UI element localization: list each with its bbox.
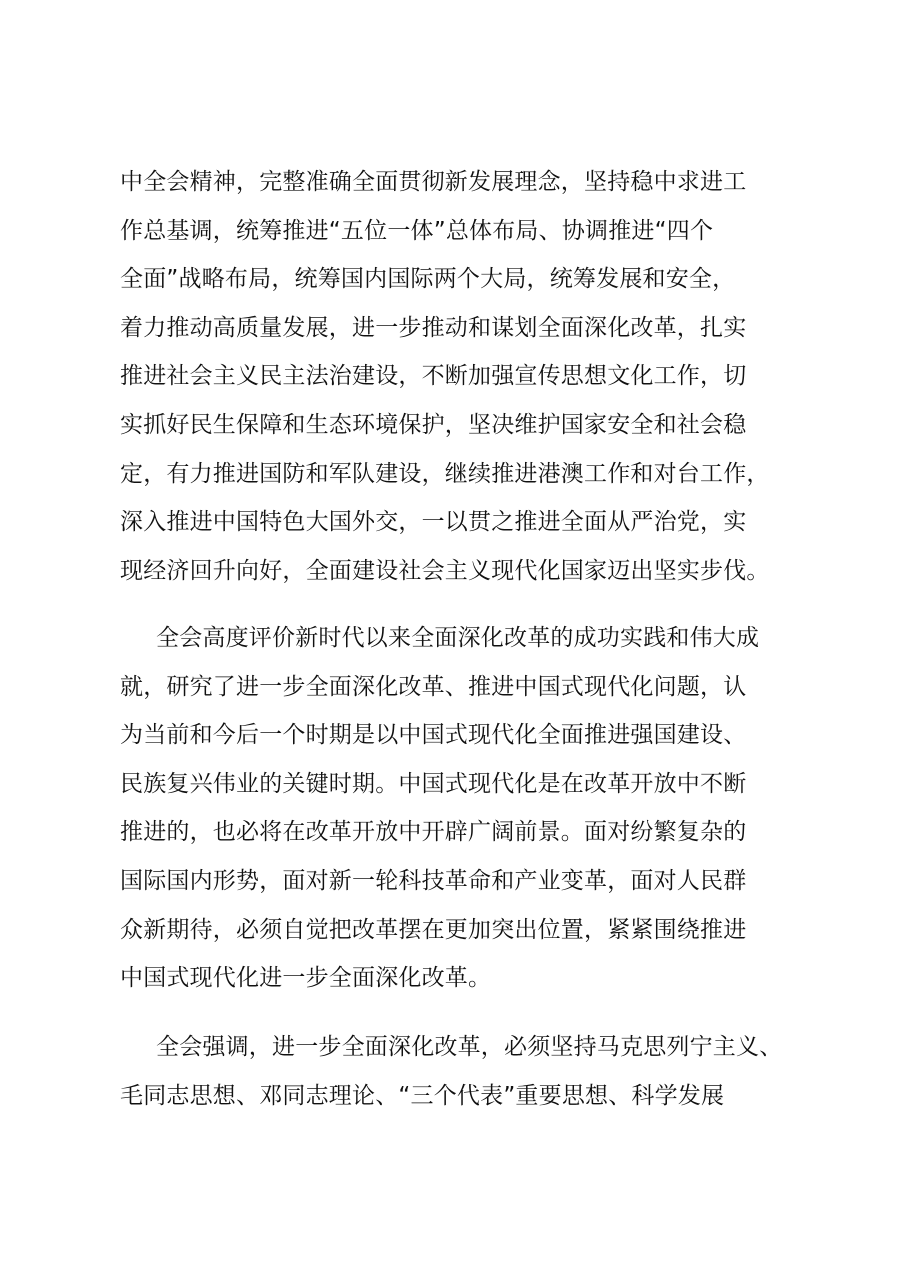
text-line: 全面”战略布局，统筹国内国际两个大局，统筹发展和安全，	[120, 266, 736, 293]
text-line: 推进社会主义民主法治建设，不断加强宣传思想文化工作，切	[120, 363, 747, 390]
text-line: 国际国内形势，面对新一轮科技革命和产业变革，面对人民群	[120, 867, 747, 894]
text-line: 中全会精神，完整准确全面贯彻新发展理念，坚持稳中求进工	[120, 169, 747, 195]
text-line: 现经济回升向好，全面建设社会主义现代化国家迈出坚实步伐。	[120, 557, 770, 584]
text-line: 中国式现代化进一步全面深化改革。	[120, 965, 492, 992]
text-line: 众新期待，必须自觉把改革摆在更加突出位置，紧紧围绕推进	[120, 916, 747, 943]
paragraph-1	[120, 158, 810, 595]
text-line: 全会高度评价新时代以来全面深化改革的成功实践和伟大成	[156, 625, 760, 651]
text-line: 深入推进中国特色大国外交，一以贯之推进全面从严治党，实	[120, 509, 747, 536]
text-line: 定，有力推进国防和军队建设，继续推进港澳工作和对台工作，	[120, 460, 770, 487]
text-line: 着力推动高质量发展，进一步推动和谋划全面深化改革，扎实	[120, 314, 747, 341]
text-line: 民族复兴伟业的关键时期。中国式现代化是在改革开放中不断	[120, 770, 747, 797]
text-line: 作总基调，统筹推进“五位一体”总体布局、协调推进“四个	[120, 217, 714, 244]
paragraph-2	[120, 614, 810, 1003]
text-line: 推进的，也必将在改革开放中开辟广阔前景。面对纷繁复杂的	[120, 819, 747, 846]
paragraph-3	[120, 1023, 810, 1120]
text-line: 为当前和今后一个时期是以中国式现代化全面推进强国建设、	[120, 722, 747, 749]
text-line: 就，研究了进一步全面深化改革、推进中国式现代化问题，认	[120, 673, 747, 700]
text-line: 毛同志思想、邓同志理论、“三个代表”重要思想、科学发展	[120, 1082, 725, 1109]
text-line: 全会强调，进一步全面深化改革，必须坚持马克思列宁主义、	[156, 1034, 783, 1060]
text-line: 实抓好民生保障和生态环境保护，坚决维护国家安全和社会稳	[120, 411, 747, 438]
